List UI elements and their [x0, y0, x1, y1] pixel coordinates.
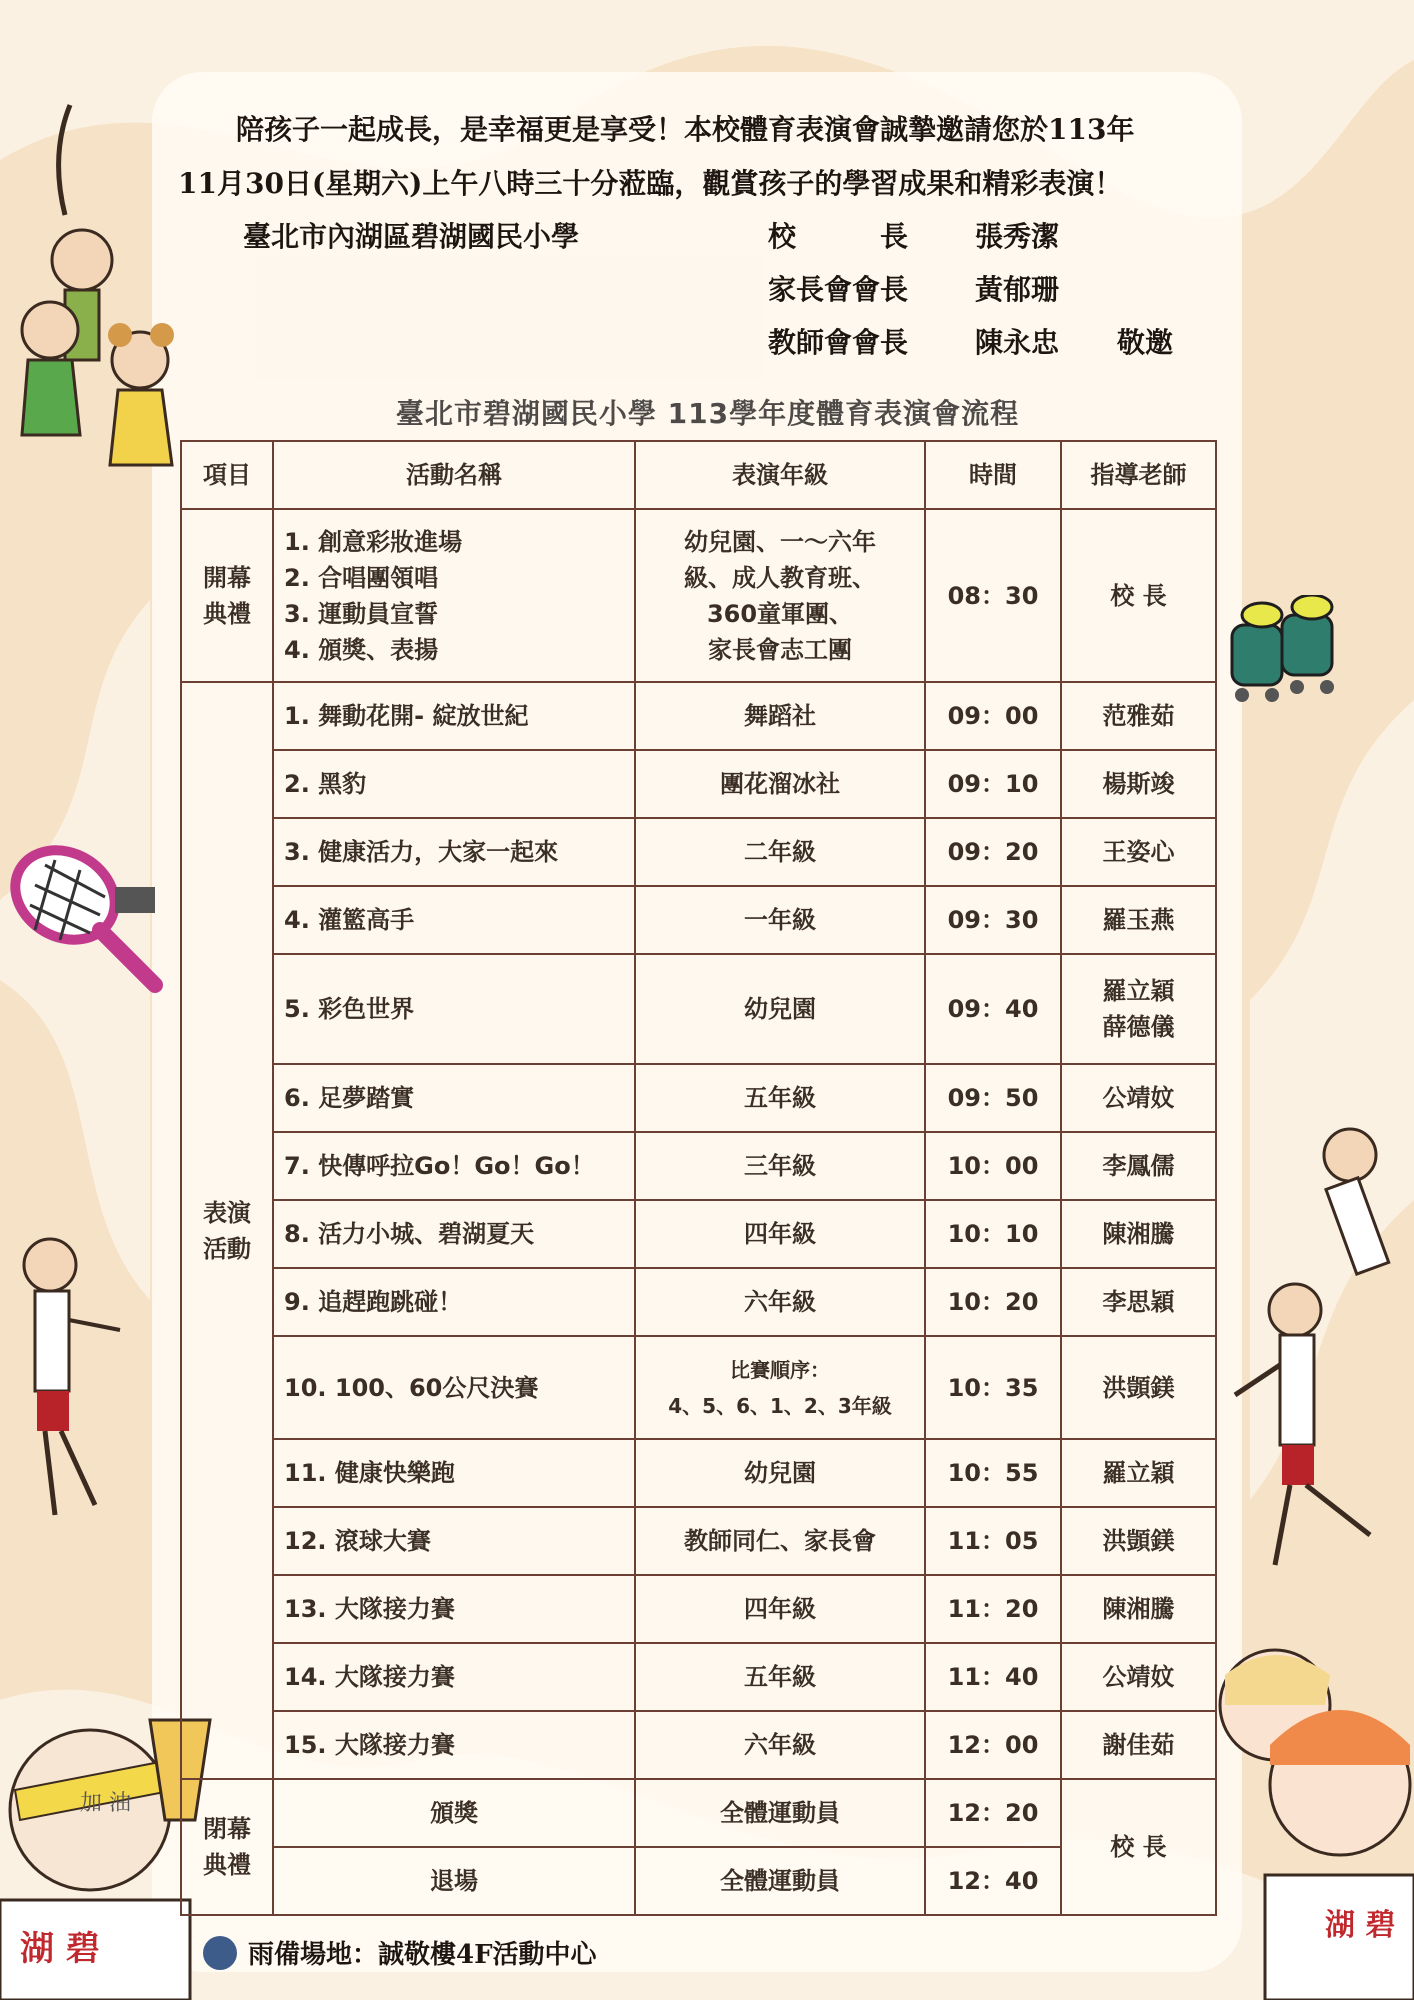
performance-grade: 比賽順序： 4、5、6、1、2、3年級: [635, 1336, 925, 1439]
performance-teacher: 公靖妏: [1061, 1643, 1216, 1711]
performance-teacher: 洪顗鎂: [1061, 1336, 1216, 1439]
table-row: [181, 750, 1216, 818]
closing-grade: 全體運動員: [635, 1779, 925, 1847]
headband-text: 加 油: [80, 1791, 131, 1816]
performance-teacher: 羅立穎 薛德儀: [1061, 954, 1216, 1064]
table-row: [181, 1336, 1216, 1439]
performance-name: 6. 足夢踏實: [273, 1064, 635, 1132]
section-opening: 開幕 典禮: [181, 509, 273, 682]
cheering-kids-right-image: [1205, 1635, 1414, 2000]
performance-teacher: 李思穎: [1061, 1268, 1216, 1336]
performance-grade: 舞蹈社: [635, 682, 925, 750]
performance-teacher: 范雅茹: [1061, 682, 1216, 750]
table-row: [181, 1439, 1216, 1507]
performance-grade: 三年級: [635, 1132, 925, 1200]
performance-name: 4. 灌籃高手: [273, 886, 635, 954]
performance-time: 09：10: [925, 750, 1061, 818]
table-row: [181, 954, 1216, 1064]
performance-time: 11：40: [925, 1643, 1061, 1711]
closing-salutation: 敬邀: [1117, 326, 1174, 359]
performance-name: 2. 黑豹: [273, 750, 635, 818]
performance-name: 10. 100、60公尺決賽: [273, 1336, 635, 1439]
header-time: 時間: [925, 441, 1061, 509]
signatory-name-principal: 張秀潔: [975, 220, 1060, 253]
performance-grade: 一年級: [635, 886, 925, 954]
table-row: [181, 1711, 1216, 1779]
opening-time: 08：30: [925, 509, 1061, 682]
table-row: [181, 1132, 1216, 1200]
closing-teacher: 校 長: [1061, 1779, 1216, 1915]
signatory-name-teachers: 陳永忠: [975, 326, 1060, 359]
performance-teacher: 羅玉燕: [1061, 886, 1216, 954]
performance-teacher: 陳湘騰: [1061, 1575, 1216, 1643]
performance-time: 10：20: [925, 1268, 1061, 1336]
cartoon-kids-top-left-image: [10, 95, 180, 475]
performance-grade: 四年級: [635, 1200, 925, 1268]
right-shirt-text: 湖 碧: [1325, 1908, 1396, 1943]
performance-time: 10：35: [925, 1336, 1061, 1439]
opening-activities: 1. 創意彩妝進場 2. 合唱團領唱 3. 運動員宣誓 4. 頒獎、表揚: [273, 509, 635, 682]
table-title: 臺北市碧湖國民小學 113學年度體育表演會流程: [395, 397, 1020, 430]
section-closing: 閉幕 典禮: [181, 1779, 273, 1915]
performance-time: 09：00: [925, 682, 1061, 750]
intro-line-1: 陪孩子一起成長，是幸福更是享受！本校體育表演會誠摯邀請您於113年: [236, 113, 1135, 146]
performance-grade: 五年級: [635, 1643, 925, 1711]
performance-teacher: 謝佳茹: [1061, 1711, 1216, 1779]
left-shirt-text: 湖 碧: [20, 1929, 100, 1969]
section-performance: 表演 活動: [181, 682, 273, 1779]
performance-time: 09：20: [925, 818, 1061, 886]
header-grade: 表演年級: [635, 441, 925, 509]
opening-teacher: 校 長: [1061, 509, 1216, 682]
performance-grade: 教師同仁、家長會: [635, 1507, 925, 1575]
table-row: [181, 1200, 1216, 1268]
racket-image: [5, 835, 175, 1005]
performance-teacher: 李鳳儒: [1061, 1132, 1216, 1200]
table-row: [181, 886, 1216, 954]
table-row: [181, 1643, 1216, 1711]
performance-grade: 四年級: [635, 1575, 925, 1643]
performance-teacher: 洪顗鎂: [1061, 1507, 1216, 1575]
performance-time: 11：20: [925, 1575, 1061, 1643]
runner-left-image: [15, 1225, 125, 1525]
performance-name: 7. 快傳呼拉Go！Go！Go！: [273, 1132, 635, 1200]
performance-time: 12：00: [925, 1711, 1061, 1779]
closing-grade: 全體運動員: [635, 1847, 925, 1915]
performance-name: 8. 活力小城、碧湖夏天: [273, 1200, 635, 1268]
closing-time: 12：40: [925, 1847, 1061, 1915]
performance-name: 5. 彩色世界: [273, 954, 635, 1064]
performance-grade: 六年級: [635, 1268, 925, 1336]
table-row: [181, 1575, 1216, 1643]
performance-grade: 幼兒園: [635, 954, 925, 1064]
program-table: [180, 440, 1217, 1916]
performance-time: 10：10: [925, 1200, 1061, 1268]
table-header-row: [181, 441, 1216, 509]
performance-name: 3. 健康活力，大家一起來: [273, 818, 635, 886]
intro-line-2: 11月30日(星期六)上午八時三十分蒞臨，觀賞孩子的學習成果和精彩表演！: [178, 167, 1123, 200]
header-item: 項目: [181, 441, 273, 509]
table-row: [181, 1064, 1216, 1132]
performance-name: 13. 大隊接力賽: [273, 1575, 635, 1643]
performance-time: 09：50: [925, 1064, 1061, 1132]
performance-time: 11：05: [925, 1507, 1061, 1575]
school-name: 臺北市內湖區碧湖國民小學: [243, 220, 580, 253]
table-row: [181, 818, 1216, 886]
rain-venue: 雨備場地：誠敬樓4F活動中心: [248, 1940, 597, 1970]
performance-teacher: 羅立穎: [1061, 1439, 1216, 1507]
performance-grade: 五年級: [635, 1064, 925, 1132]
runner-right-image: [1230, 1125, 1414, 1585]
closing-name: 退場: [273, 1847, 635, 1915]
table-row-closing: [181, 1779, 1216, 1847]
performance-grade: 二年級: [635, 818, 925, 886]
signatory-title-principal: 校 長: [768, 220, 909, 253]
performance-grade: 六年級: [635, 1711, 925, 1779]
rain-venue-bullet: [203, 1936, 237, 1970]
performance-teacher: 公靖妏: [1061, 1064, 1216, 1132]
opening-grades: 幼兒園、一～六年 級、成人教育班、 360童軍團、 家長會志工團: [635, 509, 925, 682]
performance-name: 1. 舞動花開- 綻放世紀: [273, 682, 635, 750]
header-teacher: 指導老師: [1061, 441, 1216, 509]
performance-time: 09：40: [925, 954, 1061, 1064]
table-row-opening: [181, 509, 1216, 682]
performance-time: 10：55: [925, 1439, 1061, 1507]
performance-name: 12. 滾球大賽: [273, 1507, 635, 1575]
performance-grade: 團花溜冰社: [635, 750, 925, 818]
signatory-title-teachers: 教師會會長: [768, 326, 909, 359]
performance-teacher: 楊斯竣: [1061, 750, 1216, 818]
table-row: [181, 682, 1216, 750]
signatory-name-parents: 黃郁珊: [975, 273, 1060, 306]
performance-name: 9. 追趕跑跳碰！: [273, 1268, 635, 1336]
performance-teacher: 陳湘騰: [1061, 1200, 1216, 1268]
table-row: [181, 1268, 1216, 1336]
performance-grade: 幼兒園: [635, 1439, 925, 1507]
header-activity: 活動名稱: [273, 441, 635, 509]
closing-name: 頒獎: [273, 1779, 635, 1847]
table-row-closing: [181, 1847, 1216, 1915]
roller-skates-image: [1222, 595, 1352, 715]
closing-time: 12：20: [925, 1779, 1061, 1847]
performance-time: 09：30: [925, 886, 1061, 954]
performance-name: 14. 大隊接力賽: [273, 1643, 635, 1711]
performance-name: 11. 健康快樂跑: [273, 1439, 635, 1507]
performance-name: 15. 大隊接力賽: [273, 1711, 635, 1779]
performance-time: 10：00: [925, 1132, 1061, 1200]
performance-teacher: 王姿心: [1061, 818, 1216, 886]
signatory-title-parents: 家長會會長: [768, 273, 909, 306]
table-row: [181, 1507, 1216, 1575]
